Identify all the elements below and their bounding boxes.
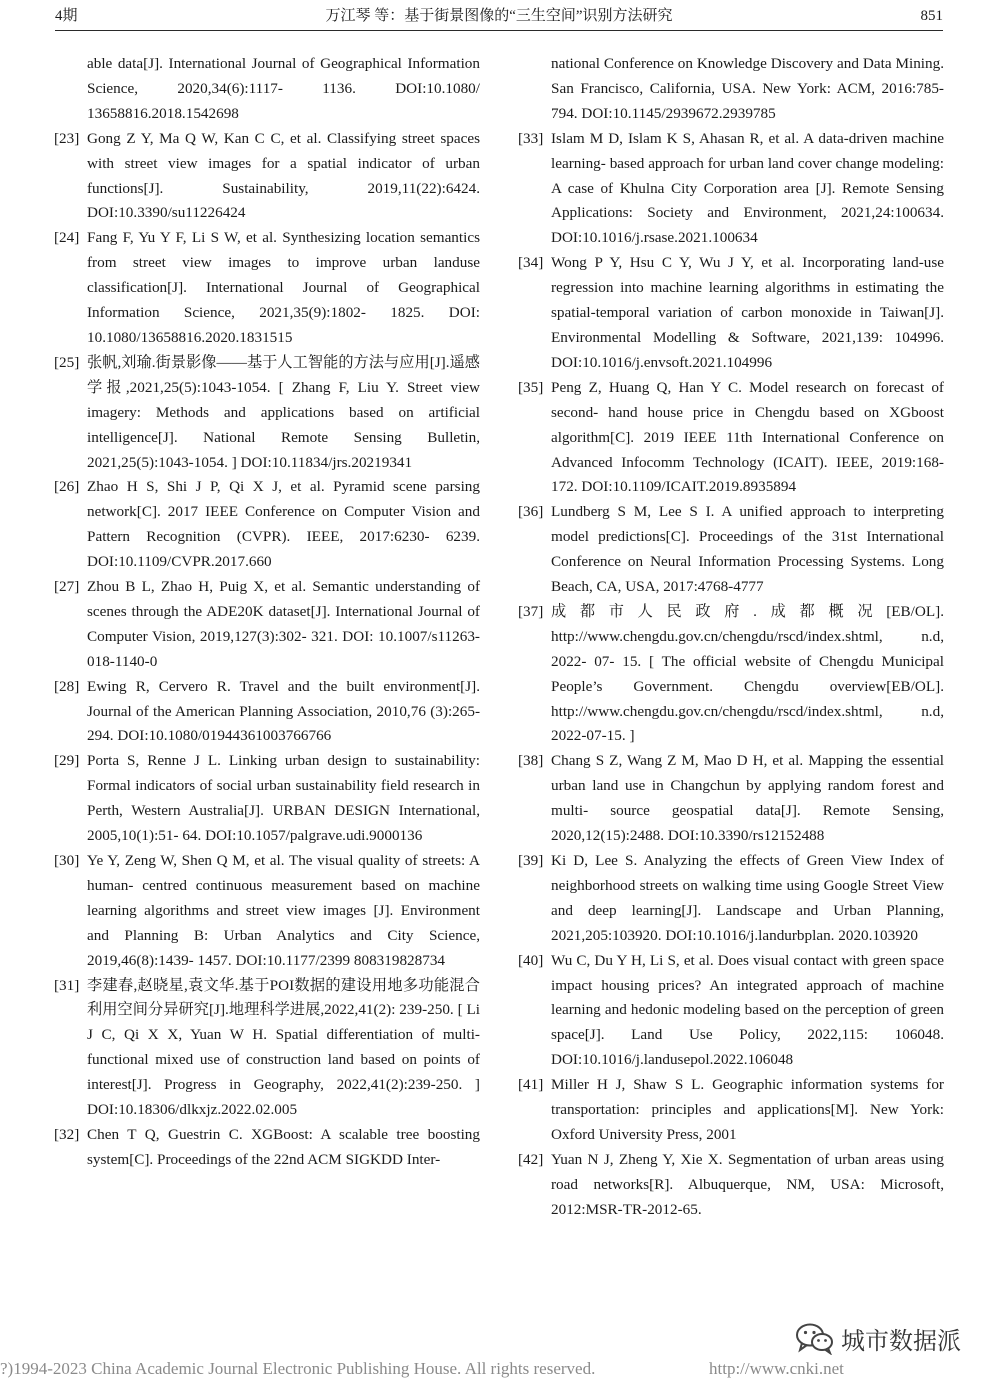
reference-item: [34] Wong P Y, Hsu C Y, Wu J Y, et al. Incorporating land-use regression into machine learning algorithms in estimating the spatial-temporal variation of carbon monoxide in Taiwan[J]. Environmental Modelling & Software, 2021,139: 104996. DOI:10.1016/j.envsoft.2021.104996	[518, 254, 944, 371]
page-number: 851	[920, 8, 943, 24]
reference-item: [42] Yuan N J, Zheng Y, Xie X. Segmentation of urban areas using road networks[R]. Albuquerque, NM, USA: Microsoft, 2012:MSR-TR-2012-65.	[518, 1150, 944, 1218]
reference-item: [27] Zhou B L, Zhao H, Puig X, et al. Semantic understanding of scenes through the ADE20K dataset[J]. International Journal of Computer Vision, 2019,127(3):302- 321. DOI: 10.1007/s11263-018-1140-0	[54, 578, 480, 670]
running-title: 万江琴 等：基于街景图像的“三生空间”识别方法研究	[325, 8, 673, 24]
watermark-label: 城市数据派	[841, 1326, 961, 1355]
reference-item: [39] Ki D, Lee S. Analyzing the effects of Green View Index of neighborhood streets on walking time using Google Street View and deep learning[J]. Landscape and Urban Planning, 2021,205:103920. DOI:10.1016/j.landurbplan. 2020.103920	[518, 852, 944, 944]
reference-item: [33] Islam M D, Islam K S, Ahasan R, et al. A data-driven machine learning- based approach for urban land cover change modeling: A case of Khulna City Corporation area [J]. Remote Sensing Applications: Society and Environment, 2021,24:100634. DOI:10.1016/j.rsase.2021.100634	[518, 129, 944, 247]
footer-url: http://www.cnki.net	[709, 1359, 844, 1378]
reference-item: [31] 李建春,赵晓星,袁文华.基于POI数据的建设用地多功能混合利用空间分异研究[J].地理科学进展,2022,41(2): 239-250. [ Li J C, Qi X X, Yuan W H. Spatial differentiation of multi- functional mixed use of construction land based on points of interest[J]. Progress in Geography, 2022,41(2):239-250. ] DOI:10.18306/dlkxjz.2022.02.005	[54, 976, 480, 1119]
wechat-icon	[795, 1321, 835, 1355]
reference-item: [36] Lundberg S M, Lee S I. A unified approach to interpreting model predictions[C]. Proceedings of the 31st International Conference on Neural Information Processing Systems. Long Beach, CA, USA, 2017:4768-4777	[518, 503, 944, 596]
reference-item: [28] Ewing R, Cervero R. Travel and the built environment[J]. Journal of the American Planning Association, 2010,76 (3):265-294. DOI:10.1080/01944361003766766	[54, 677, 480, 745]
reference-item: [24] Fang F, Yu Y F, Li S W, et al. Synthesizing location semantics from street view images to improve urban landuse classification[J]. International Journal of Geographical Information Science, 2021,35(9):1802- 1825. DOI: 10.1080/13658816.2020.1831515	[54, 229, 480, 346]
reference-item: able data[J]. International Journal of Geographical Information Science, 2020,34(6):1117- 1136. DOI:10.1080/ 13658816.2018.1542698	[87, 55, 480, 122]
copyright-text: ?)1994-2023 China Academic Journal Electronic Publishing House. All rights reserved.	[0, 1359, 596, 1378]
right-reference-column	[518, 52, 944, 1223]
watermark	[795, 1318, 961, 1358]
reference-item: [23] Gong Z Y, Ma Q W, Kan C C, et al. Classifying street spaces with street view images for a spatial indicator of urban functions[J]. Sustainability, 2019,11(22):6424. DOI:10.3390/su11226424	[54, 129, 480, 222]
reference-item: [26] Zhao H S, Shi J P, Qi X J, et al. Pyramid scene parsing network[C]. 2017 IEEE Conference on Computer Vision and Pattern Recognition (CVPR). IEEE, 2017:6230- 6239. DOI:10.1109/CVPR.2017.660	[54, 478, 480, 571]
reference-item: [38] Chang S Z, Wang Z M, Mao D H, et al. Mapping the essential urban land use in Changchun by applying random forest and multi- source geospatial data[J]. Remote Sensing, 2020,12(15):2488. DOI:10.3390/rs12152488	[518, 752, 944, 845]
reference-item: [40] Wu C, Du Y H, Li S, et al. Does visual contact with green space impact housing prices? An integrated approach of machine learning and hedonic modeling based on the perception of green space[J]. Land Use Policy, 2022,115: 106048. DOI:10.1016/j.landusepol.2022.106048	[518, 951, 944, 1069]
reference-item: [32] Chen T Q, Guestrin C. XGBoost: A scalable tree boosting system[C]. Proceedings of the 22nd ACM SIGKDD Inter-	[54, 1125, 480, 1168]
reference-item: [41] Miller H J, Shaw S L. Geographic information systems for transportation: principles and applications[M]. New York: Oxford University Press, 2001	[518, 1076, 944, 1143]
reference-item: [37] 成都市人民政府.成都概况[EB/OL]. http://www.chengdu.gov.cn/chengdu/rscd/index.shtml, n.d, 2022- 07- 15. [ The official website of Chengdu Municipal People’s Government. Chengdu overview[EB/OL]. http://www.chengdu.gov.cn/chengdu/rscd/index.shtml, n.d, 2022-07-15. ]	[518, 602, 944, 745]
reference-item: [25] 张帆,刘瑜.街景影像——基于人工智能的方法与应用[J].遥感学报,2021,25(5):1043-1054. [ Zhang F, Liu Y. Street view imagery: Methods and applications based on artificial intelligence[J]. National Remote Sensing Bulletin, 2021,25(5):1043-1054. ] DOI:10.11834/jrs.20219341	[54, 353, 480, 471]
reference-item: [30] Ye Y, Zeng W, Shen Q M, et al. The visual quality of streets: A human- centred continuous measurement based on machine learning algorithms and street view images [J]. Environment and Planning B: Urban Analytics and City Science, 2019,46(8):1439- 1457. DOI:10.1177/2399 808319828734	[54, 852, 480, 969]
issue-label: 4期	[55, 8, 78, 24]
reference-item: national Conference on Knowledge Discovery and Data Mining. San Francisco, California, USA. New York: ACM, 2016:785-794. DOI:10.1145/2939672.2939785	[551, 55, 944, 122]
reference-item: [35] Peng Z, Huang Q, Han Y C. Model research on forecast of second- hand house price in Chengdu based on XGboost algorithm[C]. 2019 IEEE 11th International Conference on Advanced Infocomm Technology (ICAIT). IEEE, 2019:168-172. DOI:10.1109/ICAIT.2019.8935894	[518, 378, 944, 496]
reference-item: [29] Porta S, Renne J L. Linking urban design to sustainability: Formal indicators of social urban sustainability field research in Perth, Western Australia[J]. URBAN DESIGN International, 2005,10(1):51- 64. DOI:10.1057/palgrave.udi.9000136	[54, 752, 480, 845]
running-header	[55, 4, 943, 31]
left-reference-column	[54, 52, 480, 1173]
